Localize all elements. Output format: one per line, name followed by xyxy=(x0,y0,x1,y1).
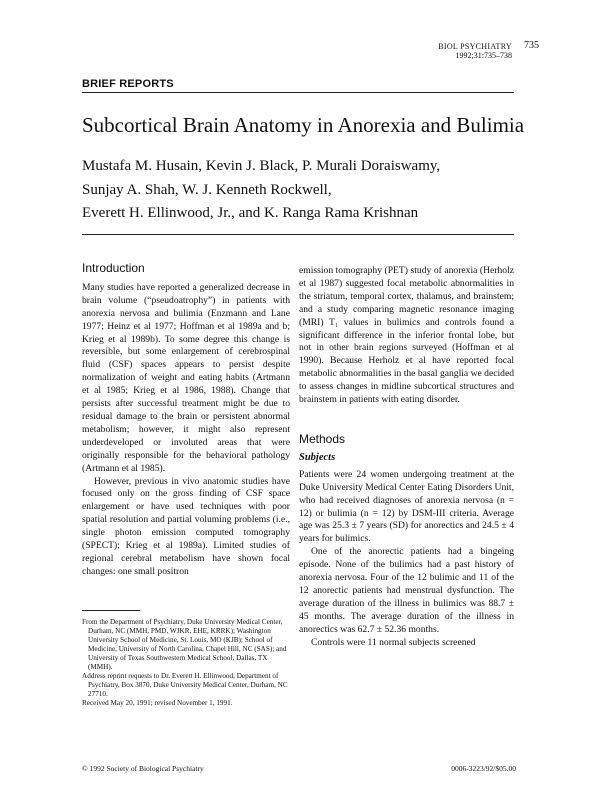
introduction-heading: Introduction xyxy=(82,261,145,275)
top-rule xyxy=(82,92,514,93)
page-number: 735 xyxy=(524,40,539,51)
methods-paragraph: Patients were 24 women undergoing treatment at the Duke University Medical Center Eating Disorders Unit, who had received diagnoses of anorexia nervosa (n = 12) or bulimia (n = 12) by DSM-III criteria. Average age was 25.3 ± 7 years (SD) for anorectics and 24.5 ± 4 years for bulimics. xyxy=(299,468,514,545)
volume-pages: 1992;31:735–738 xyxy=(455,51,512,60)
article-code: 0006-3223/92/$05.00 xyxy=(451,764,516,773)
received-dates: Received May 20, 1991; revised November 1, 1991. xyxy=(82,699,233,707)
affiliation-footnote xyxy=(82,618,292,708)
methods-paragraph: Controls were 11 normal subjects screened xyxy=(311,636,476,648)
intro-paragraph: However, previous in vivo anatomic studies have focused only on the gross finding of CSF space enlargement or have used techniques with poor spatial resolution and partial voluming problems (i.e., single photon emission computed tomography (SPECT); Krieg et al 1989a). Limited studies of regional cerebral metabolism have shown focal changes: one small positron xyxy=(82,475,290,577)
divider-rule xyxy=(82,234,514,235)
footnote-rule xyxy=(82,610,140,611)
author-line: Mustafa M. Husain, Kevin J. Black, P. Murali Doraiswamy, xyxy=(82,158,441,174)
methods-heading: Methods xyxy=(299,431,346,446)
left-column xyxy=(82,262,290,579)
methods-paragraph: One of the anorectic patients had a bingeing episode. None of the bulimics had a past history of anorexia nervosa. Four of the 12 bulimic and 11 of the 12 anorectic patients had menstrual dysfunction. The average duration of the illness in bulimics was 88.7 ± 45 months. The average duration of the illness in anorectics was 62.7 ± 52.36 months. xyxy=(299,546,514,635)
running-header xyxy=(438,42,512,60)
author-list xyxy=(82,155,522,226)
right-column xyxy=(299,265,514,649)
copyright-notice: © 1992 Society of Biological Psychiatry xyxy=(82,764,204,773)
author-line: Sunjay A. Shah, W. J. Kenneth Rockwell, xyxy=(82,181,332,198)
author-line: Everett H. Ellinwood, Jr., and K. Ranga Rama Krishnan xyxy=(82,205,419,221)
reprint-address: Address reprint requests to Dr. Everett H. Ellinwood, Department of Psychiatry, Box 3870, Duke University Medical Center, Durham, NC 27710. xyxy=(82,672,288,698)
section-label: BRIEF REPORTS xyxy=(82,78,174,90)
intro-paragraph: Many studies have reported a generalized decrease in brain volume (“pseudoatrophy”) in patients with anorexia nervosa and bulimia (Enzmann and Lane 1977; Heinz et al 1977; Hoffman et al 1989a and b; Krieg et al 1989b). To some degree this change is reversible, but some enlargement of cerebrospinal fluid (CSF) spaces appears to persist despite normalization of weight and eating habits (Artmann et al 1985; Krieg et al 1986, 1988). Change that persists after successful treatment might be due to residual damage to the brain or persistent abnormal metabolism; however, it might also represent underdeveloped or involuted areas that were originally responsible for the behavioral pathology (Artmann et al 1985). xyxy=(82,281,290,474)
subjects-subheading: Subjects xyxy=(299,451,336,463)
intro-paragraph: emission tomography (PET) study of anorexia (Herholz et al 1987) suggested focal metabolic abnormalities in the striatum, temporal cortex, thalamus, and brainstem; and a study comparing magnetic resonance imaging (MRI) T₁ values in bulimics and controls found a significant difference in the inferior frontal lobe, but not in other brain regions surveyed (Hoffman et al 1990). Because Herholz et al have reported focal metabolic abnormalities in the basal ganglia we decided to assess changes in midline subcortical structures and brainstem in patients with eating disorder. xyxy=(299,265,514,406)
affiliation-text: From the Department of Psychiatry, Duke University Medical Center, Durham, NC (MMH, PMD, WJKR, EHE, KRRK); Washington University School of Medicine, St. Louis, MO (KJB); School of Medicine, University of North Carolina, Chapel Hill, NC (SAS); and University of Texas Southwestern Medical School, Dallas, TX (MMH). xyxy=(82,618,287,671)
article-title: Subcortical Brain Anatomy in Anorexia and Bulimia xyxy=(82,113,525,137)
journal-name: BIOL PSYCHIATRY xyxy=(438,42,512,51)
